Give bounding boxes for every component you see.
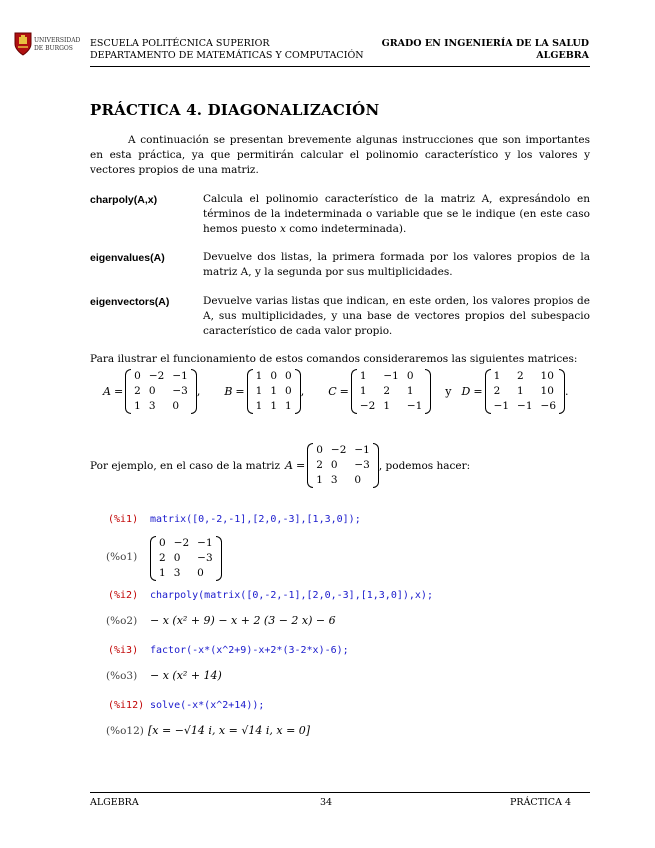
footer-rule — [90, 792, 590, 793]
matrix-c-cell: −2 — [359, 400, 376, 412]
matrix-d-row — [490, 384, 560, 399]
example-line: Por ejemplo, en el caso de la matriz A = 0 −2 −1 2 0 −3 1 3 0 , podemos hacer: — [90, 444, 471, 486]
matrix-c-row — [356, 384, 426, 399]
command-name-eigenvalues: eigenvalues(A) — [90, 252, 165, 264]
matrix-a-row — [130, 369, 192, 384]
matrix-c-cell: 1 — [406, 385, 414, 397]
matrix-c-cell: 2 — [383, 385, 391, 397]
example-matrix-cell: −1 — [354, 444, 370, 456]
input-label-2: (%i2) — [108, 590, 139, 601]
matrix-A: A = 0 −2 −1 2 0 −3 1 3 0 , — [103, 370, 201, 412]
intro-paragraph: A continuación se presentan brevemente algunas instrucciones que son importantes en esta práctica, ya que permitirán calcular el polinomio característico y los valores y vectores propios de una matriz. — [90, 134, 590, 176]
university-logo — [14, 31, 82, 59]
sep-C: y — [445, 385, 452, 398]
matrix-d-cell: 10 — [540, 385, 554, 397]
output-matrix-cell: 0 — [173, 552, 181, 564]
matrix-a-row — [130, 399, 192, 414]
matrix-a-cell: 0 — [172, 400, 180, 412]
matrix-a-cell: 0 — [148, 385, 156, 397]
matrix-c-cell: −1 — [406, 400, 423, 412]
example-matrix-cell: 0 — [330, 459, 338, 471]
input-code-2[interactable]: charpoly(matrix([0,-2,-1],[2,0,-3],[1,3,0]),x); — [150, 590, 433, 601]
output-matrix-1 — [150, 536, 222, 585]
logo-text-1: UNIVERSIDAD — [34, 37, 81, 44]
example-matrix-row — [312, 473, 374, 488]
example-label: A — [285, 459, 293, 472]
matrix-d-cell: 2 — [517, 370, 524, 382]
sep-A: , — [196, 385, 201, 398]
matrix-a-cell: 2 — [134, 385, 141, 397]
matrix-a-cell: 1 — [134, 400, 141, 412]
input-label-12: (%i12) — [108, 700, 145, 711]
matrix-b-cell: 1 — [285, 400, 292, 412]
output-math-2: − x (x² + 9) − x + 2 (3 − 2 x) − 6 — [150, 614, 336, 627]
output-matrix-cell: 0 — [159, 537, 166, 549]
input-code-3[interactable]: factor(-x*(x^2+9)-x+2*(3-2*x)-6); — [150, 645, 349, 656]
example-matrix-cell: 3 — [330, 474, 338, 486]
example-matrix-cell: 1 — [316, 474, 323, 486]
command-desc-charpoly: Calcula el polinomio característico de la matriz A, expresándolo en términos de la indeterminada o variable que se le indique (en este caso hemos puesto x como indeterminada). — [203, 193, 590, 235]
sep-B: , — [300, 385, 305, 398]
output-matrix-cell: 0 — [197, 567, 204, 579]
output-label-1: (%o1) — [106, 551, 138, 563]
output-matrix-cell: −3 — [197, 552, 213, 564]
matrix-a-cell: −3 — [172, 385, 188, 397]
matrix-d-cell: −1 — [517, 400, 533, 412]
input-code-1[interactable]: matrix([0,-2,-1],[2,0,-3],[1,3,0]); — [150, 514, 361, 525]
matrix-b-row — [252, 369, 296, 384]
matrix-b-cell: 0 — [270, 370, 278, 382]
example-pre: Por ejemplo, en el caso de la matriz — [90, 459, 281, 472]
matrix-d-cell: 1 — [517, 385, 524, 397]
shield-icon — [14, 32, 32, 56]
matrix-A-label: A — [103, 385, 111, 398]
matrices-row — [103, 369, 593, 414]
output-matrix-cell: 2 — [159, 552, 166, 564]
example-matrix-cell: −3 — [354, 459, 370, 471]
command-desc-eigenvectors: Devuelve varias listas que indican, en este orden, los valores propios de A, sus multiplicidades, y una base de vectores propios del subespacio característico de cada valor propio. — [203, 295, 590, 337]
example-matrix-cell: 2 — [316, 459, 323, 471]
matrix-d-cell: 2 — [493, 385, 501, 397]
matrix-B-label: B — [224, 385, 233, 398]
input-label-3: (%i3) — [108, 645, 139, 656]
matrix-b-cell: 1 — [255, 400, 263, 412]
output-matrix-cell: 3 — [173, 567, 181, 579]
matrix-C-label: C — [328, 385, 337, 398]
input-label-1: (%i1) — [108, 514, 139, 525]
matrix-C: C = 1 −1 0 1 2 1 −2 1 −1 y — [328, 370, 452, 412]
example-matrix-cell: 0 — [316, 444, 323, 456]
logo-text-2: DE BURGOS — [34, 45, 73, 52]
header-rule — [90, 66, 590, 67]
sep-D: . — [565, 385, 569, 398]
matrix-b-cell: 1 — [255, 385, 263, 397]
output-matrix-row — [155, 551, 217, 566]
output-matrix-cell: −1 — [197, 537, 213, 549]
example-matrix-cell: −2 — [330, 444, 347, 456]
matrix-a-row — [130, 384, 192, 399]
matrix-a-cell: 0 — [134, 370, 141, 382]
matrix-a-cell: −1 — [172, 370, 188, 382]
matrices-intro: Para ilustrar el funcionamiento de estos comandos consideraremos las siguientes matrices: — [90, 353, 578, 365]
matrix-c-cell: 0 — [406, 370, 414, 382]
matrix-b-cell: 1 — [255, 370, 263, 382]
matrix-b-cell: 0 — [285, 370, 292, 382]
matrix-D: D = 1 2 10 2 1 10 −1 −1 −6 . — [461, 370, 569, 412]
example-matrix-cell: 0 — [354, 474, 362, 486]
matrix-d-row — [490, 369, 560, 384]
matrix-c-cell: −1 — [383, 370, 399, 382]
output-math-3: − x (x² + 14) — [150, 669, 222, 682]
output-matrix-row — [155, 536, 217, 551]
matrix-c-row — [356, 369, 426, 384]
input-code-12[interactable]: solve(-x*(x^2+14)); — [150, 700, 265, 711]
output-label-3: (%o3) — [106, 670, 138, 682]
page-title: PRÁCTICA 4. DIAGONALIZACIÓN — [90, 101, 380, 119]
matrix-b-cell: 1 — [270, 400, 278, 412]
subject-name: ALGEBRA — [536, 50, 589, 61]
matrix-d-cell: −6 — [540, 400, 557, 412]
matrix-D-label: D — [461, 385, 471, 398]
output-matrix-cell: −2 — [173, 537, 190, 549]
matrix-b-cell: 1 — [270, 385, 278, 397]
command-name-charpoly: charpoly(A,x) — [90, 194, 158, 206]
matrix-d-cell: −1 — [493, 400, 510, 412]
footer-right: PRÁCTICA 4 — [510, 797, 571, 808]
matrix-a-cell: −2 — [148, 370, 165, 382]
matrix-b-row — [252, 384, 296, 399]
output-label-2: (%o2) — [106, 615, 138, 627]
output-math-12: [x = −√14 i, x = √14 i, x = 0] — [148, 724, 311, 737]
matrix-b-cell: 0 — [285, 385, 292, 397]
output-matrix-cell: 1 — [159, 567, 166, 579]
matrix-B: B = 1 0 0 1 1 0 1 1 1 , — [224, 370, 305, 412]
matrix-b-row — [252, 399, 296, 414]
matrix-d-row — [490, 399, 560, 414]
footer-left: ALGEBRA — [90, 797, 139, 808]
matrix-d-cell: 10 — [540, 370, 554, 382]
command-desc-eigenvalues: Devuelve dos listas, la primera formada por los valores propios de la matriz A, y la segunda por sus multiplicidades. — [203, 251, 590, 278]
matrix-c-row — [356, 399, 426, 414]
output-label-12: (%o12) — [106, 725, 144, 737]
example-post: , podemos hacer: — [378, 459, 471, 472]
matrix-d-cell: 1 — [493, 370, 501, 382]
page-number: 34 — [320, 797, 333, 808]
matrix-c-cell: 1 — [359, 385, 367, 397]
example-matrix-row — [312, 443, 374, 458]
school-name: ESCUELA POLITÉCNICA SUPERIOR — [90, 38, 270, 49]
department-name: DEPARTAMENTO DE MATEMÁTICAS Y COMPUTACIÓN — [90, 50, 364, 61]
matrix-a-cell: 3 — [148, 400, 156, 412]
example-matrix-row — [312, 458, 374, 473]
output-matrix-row — [155, 566, 217, 581]
command-name-eigenvectors: eigenvectors(A) — [90, 296, 170, 308]
matrix-c-cell: 1 — [383, 400, 391, 412]
matrix-c-cell: 1 — [359, 370, 367, 382]
degree-name: GRADO EN INGENIERÍA DE LA SALUD — [381, 38, 589, 49]
